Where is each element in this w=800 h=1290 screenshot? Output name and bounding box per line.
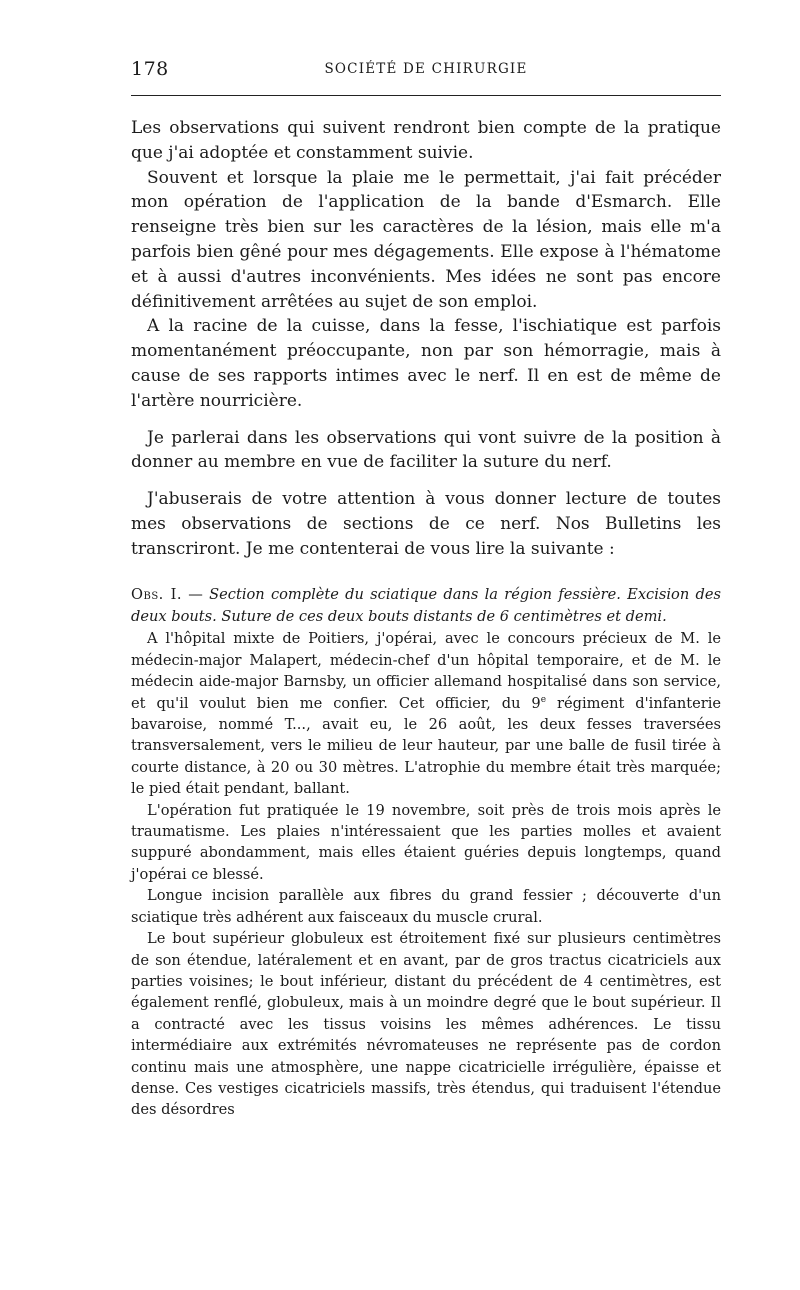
paragraph: Souvent et lorsque la plaie me le permettait, j'ai fait précéder mon opération de l'application de la bande d'Esmarch. Elle renseigne très bien sur les caractères de la lésion, mais elle m'a parfois bien gêné pour mes dégagements. Elle expose à l'hématome et à aussi d'autres inconvénients. Mes idées ne sont pas encore définitivement arrêtées au sujet de son emploi. xyxy=(131,167,721,312)
book-page xyxy=(131,58,721,1119)
observation-text: régiment d'infanterie bavaroise, nommé T..., avait eu, le 26 août, les deux fesses traversées transversalement, vers le milieu de leur hauteur, par une balle de fusil tirée à courte distance, à 20 ou 30 mètres. L'atrophie du membre était très marquée; le pied était pendant, ballant. xyxy=(131,694,721,798)
main-text xyxy=(131,116,721,562)
observation-dash: — xyxy=(181,586,210,603)
observation-paragraph: Longue incision parallèle aux fibres du grand fessier ; découverte d'un sciatique très adhérent aux faisceaux du muscle crural. xyxy=(131,887,721,926)
running-title: SOCIÉTÉ DE CHIRURGIE xyxy=(324,61,528,77)
paragraph: A la racine de la cuisse, dans la fesse, l'ischiatique est parfois momentanément préoccupante, non par son hémorragie, mais à cause de ses rapports intimes avec le nerf. Il en est de même de l'artère nourricière. xyxy=(131,316,721,411)
observation-text: A l'hôpital mixte de Poitiers, j'opérai, avec le concours précieux de M. le médecin-major Malapert, médecin-chef d'un hôpital temporaire, et de M. le médecin aide-major Barnsby, un officier allemand hospitalisé dans son service, et qu'il voulut bien me confier. Cet officier, du 9 xyxy=(131,630,721,712)
ordinal-superscript: e xyxy=(540,694,547,705)
paragraph: J'abuserais de votre attention à vous donner lecture de toutes mes observations de sections de ce nerf. Nos Bulletins les transcriront. Je me contenterai de vous lire la suivante : xyxy=(131,489,721,559)
header-rule xyxy=(131,95,721,96)
observation-paragraph: Le bout supérieur globuleux est étroitement fixé sur plusieurs centimètres de son étendue, latéralement et en avant, par de gros tractus cicatriciels aux parties voisines; le bout inférieur, distant du précédent de 4 centimètres, est également renflé, globuleux, mais à un moindre degré que le bout supérieur. Il a contracté avec les tissus voisins les mêmes adhérences. Le tissu intermédiaire aux extrémités névromateuses ne représente pas de cordon continu mais une atmosphère, une nappe cicatricielle irrégulière, épaisse et dense. Ces vestiges cicatriciels massifs, très étendus, qui traduisent l'étendue des désordres xyxy=(131,930,721,1119)
observation-section xyxy=(131,584,721,1121)
page-header xyxy=(131,58,721,86)
observation-heading xyxy=(131,584,721,628)
observation-paragraph: L'opération fut pratiquée le 19 novembre, soit près de trois mois après le traumatisme. Les plaies n'intéressaient que les parties molles et avaient suppuré abondamment, mais elles étaient guéries depuis longtemps, quand j'opérai ce blessé. xyxy=(131,801,721,883)
observation-title: Section complète du sciatique dans la région fessière. Excision des deux bouts. Suture de ces deux bouts distants de 6 centimètres et demi. xyxy=(131,586,721,626)
paragraph: Les observations qui suivent rendront bien compte de la pratique que j'ai adoptée et constamment suivie. xyxy=(131,118,721,163)
observation-label: Obs. I. xyxy=(131,586,182,603)
observation-paragraph xyxy=(131,628,721,799)
paragraph: Je parlerai dans les observations qui vont suivre de la position à donner au membre en vue de faciliter la suture du nerf. xyxy=(131,427,721,473)
page-number: 178 xyxy=(131,58,169,80)
